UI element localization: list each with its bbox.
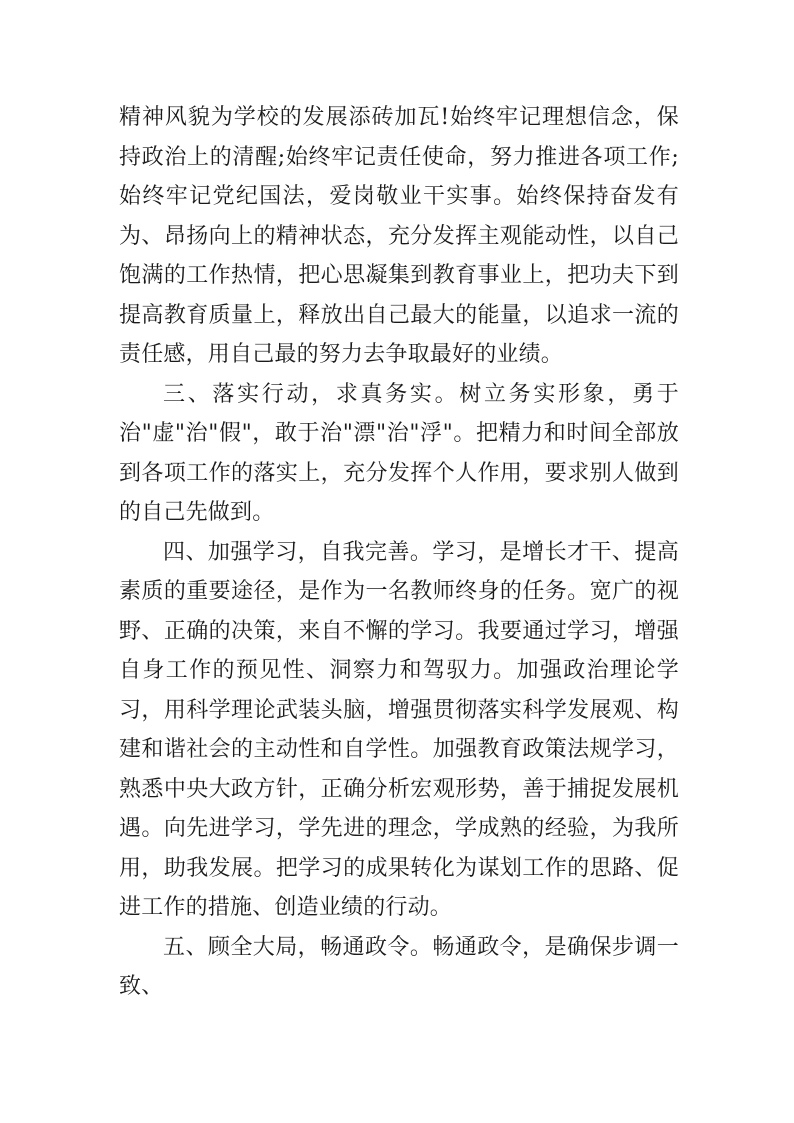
paragraph-2: 三、落实行动，求真务实。树立务实形象，勇于治"虚"治"假"，敢于治"漂"治"浮"。把精力和时间全部放到各项工作的落实上，充分发挥个人作用，要求别人做到的自己先做到。: [119, 381, 679, 525]
paragraph-3: 四、加强学习，自我完善。学习，是增长才干、提高素质的重要途径，是作为一名教师终身的任务。宽广的视野、正确的决策，来自不懈的学习。我要通过学习，增强自身工作的预见性、洞察力和驾驭力。加强政治理论学习，用科学理论武装头脑，增强贯彻落实科学发展观、构建和谐社会的主动性和自学性。加强教育政策法规学习，熟悉中央大政方针，正确分析宏观形势，善于捕捉发展机遇。向先进学习，学先进的理念，学成熟的经验，为我所用，助我发展。把学习的成果转化为谋划工作的思路、促进工作的措施、创造业绩的行动。: [119, 539, 679, 920]
paragraph-4: 五、顾全大局，畅通政令。畅通政令，是确保步调一致、: [119, 934, 679, 999]
paragraph-1: 精神风貌为学校的发展添砖加瓦!始终牢记理想信念，保持政治上的清醒;始终牢记责任使命，努力推进各项工作;始终牢记党纪国法，爱岗敬业干实事。始终保持奋发有为、昂扬向上的精神状态，充分发挥主观能动性，以自己饱满的工作热情，把心思凝集到教育事业上，把功夫下到提高教育质量上，释放出自己最大的能量，以追求一流的责任感，用自己最的努力去争取最好的业绩。: [119, 105, 679, 367]
document-body: [119, 98, 679, 1007]
